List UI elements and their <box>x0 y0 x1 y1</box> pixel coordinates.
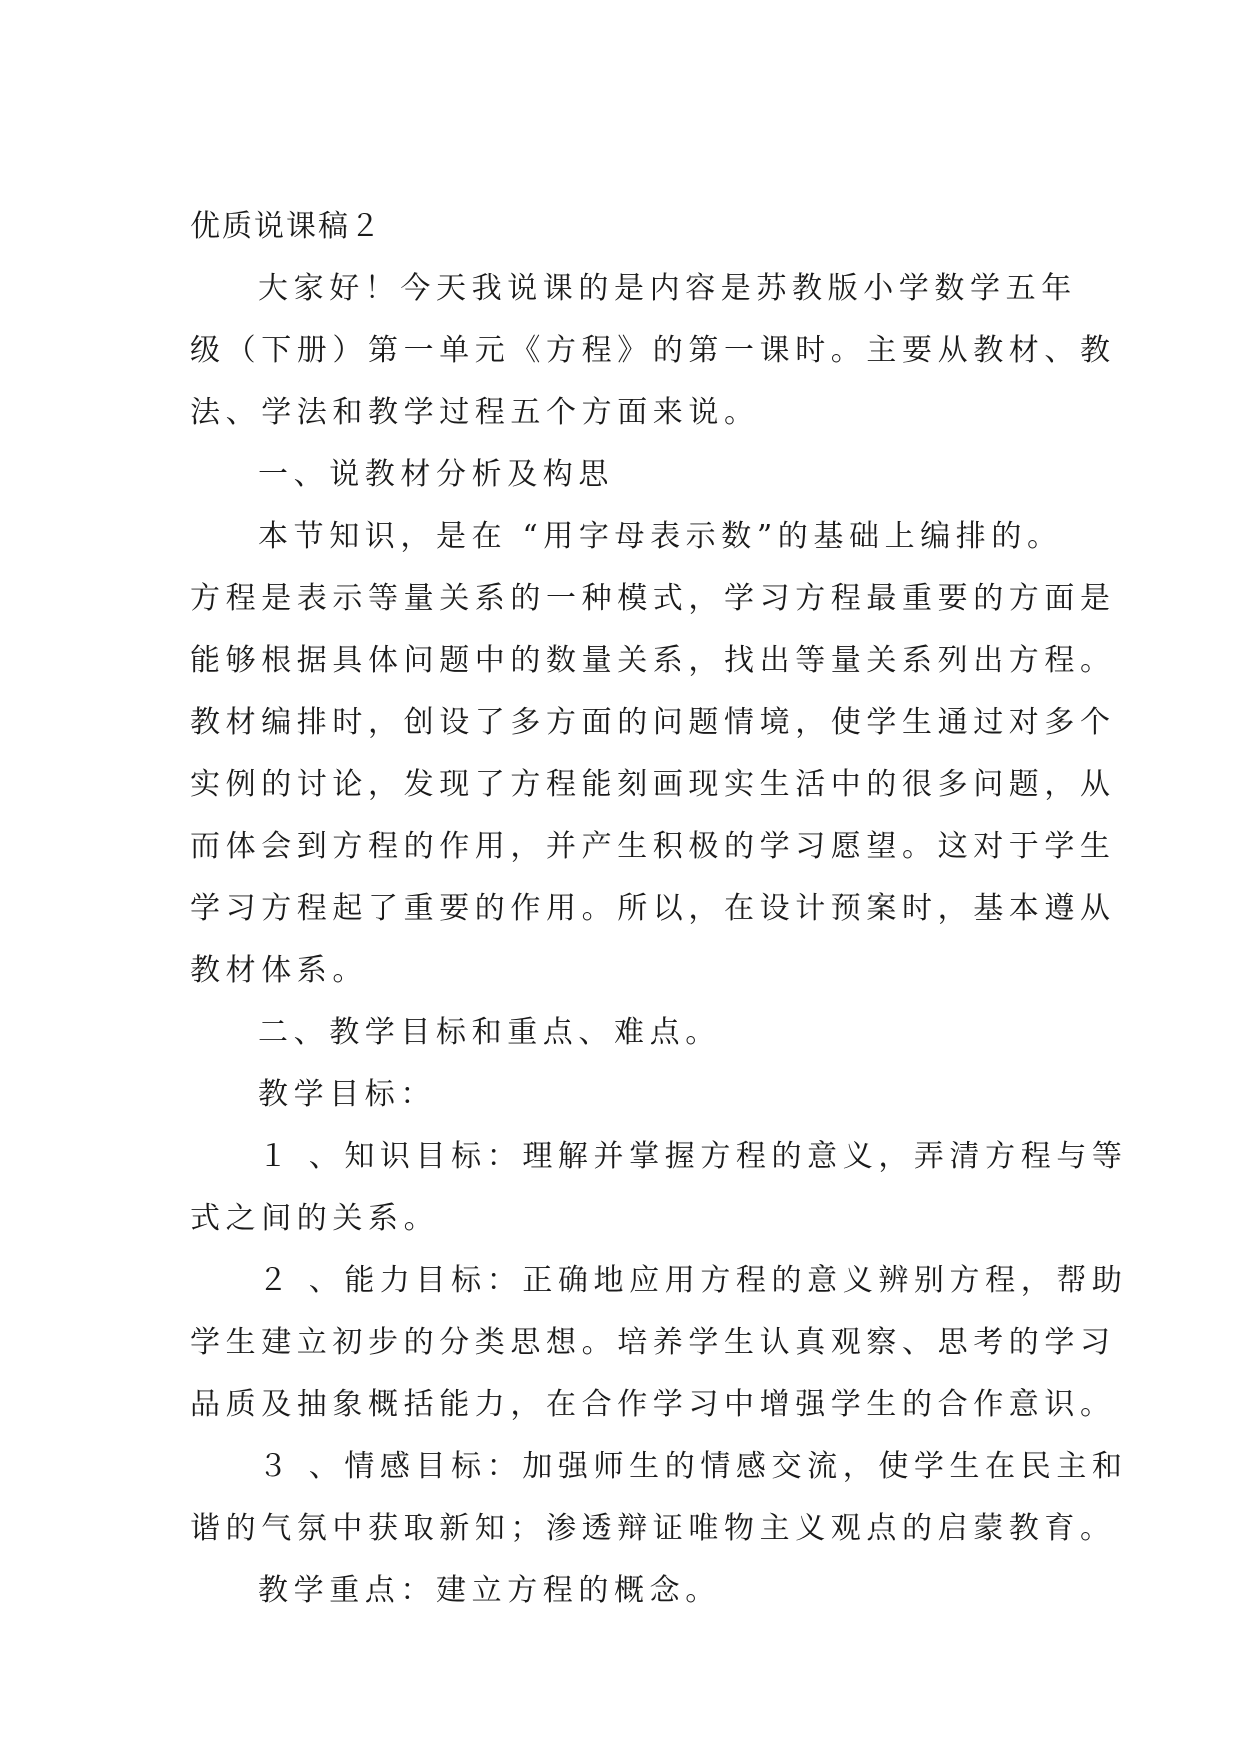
document-title: 优质说课稿２ <box>190 209 382 244</box>
goal-item-ability-line: ２ 、能力目标：正确地应用方程的意义辨别方程，帮助 <box>258 1263 1128 1298</box>
paragraph-analysis-line: 而体会到方程的作用，并产生积极的学习愿望。这对于学生 <box>190 829 1116 864</box>
section-heading-2: 二、教学目标和重点、难点。 <box>258 1015 721 1050</box>
paragraph-intro-line: 法、学法和教学过程五个方面来说。 <box>190 395 760 430</box>
section-heading-1: 一、说教材分析及构思 <box>258 457 614 492</box>
paragraph-analysis-line: 方程是表示等量关系的一种模式，学习方程最重要的方面是 <box>190 581 1116 616</box>
paragraph-intro-line: 级（下册）第一单元《方程》的第一课时。主要从教材、教 <box>190 333 1116 368</box>
paragraph-intro-line: 大家好！今天我说课的是内容是苏教版小学数学五年 <box>258 271 1077 306</box>
goal-item-ability-line: 品质及抽象概括能力，在合作学习中增强学生的合作意识。 <box>190 1387 1116 1422</box>
goal-item-emotion-line: ３ 、情感目标：加强师生的情感交流，使学生在民主和 <box>258 1449 1128 1484</box>
paragraph-analysis-line: 本节知识，是在 “用字母表示数”的基础上编排的。 <box>258 519 1063 554</box>
paragraph-analysis-line: 学习方程起了重要的作用。所以，在设计预案时，基本遵从 <box>190 891 1116 926</box>
goal-item-ability-line: 学生建立初步的分类思想。培养学生认真观察、思考的学习 <box>190 1325 1116 1360</box>
paragraph-analysis-line: 教材编排时，创设了多方面的问题情境，使学生通过对多个 <box>190 705 1116 740</box>
paragraph-analysis-line: 能够根据具体问题中的数量关系，找出等量关系列出方程。 <box>190 643 1116 678</box>
paragraph-analysis-line: 教材体系。 <box>190 953 368 988</box>
teaching-focus: 教学重点：建立方程的概念。 <box>258 1573 721 1608</box>
goal-item-knowledge-line: 式之间的关系。 <box>190 1201 440 1236</box>
goal-item-knowledge-line: １ 、知识目标：理解并掌握方程的意义，弄清方程与等 <box>258 1139 1128 1174</box>
goal-item-emotion-line: 谐的气氛中获取新知；渗透辩证唯物主义观点的启蒙教育。 <box>190 1511 1116 1546</box>
paragraph-analysis-line: 实例的讨论，发现了方程能刻画现实生活中的很多问题，从 <box>190 767 1116 802</box>
subheading-teaching-goals: 教学目标： <box>258 1077 436 1112</box>
document-page <box>190 196 1128 1622</box>
